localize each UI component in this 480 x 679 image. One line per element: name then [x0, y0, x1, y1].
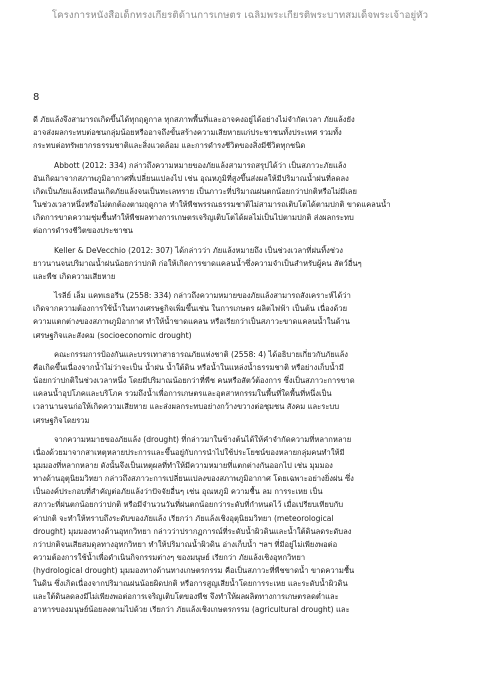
- text-line: เกิดเป็นภัยแล้งเหมือนเกิดภัยแล้งจนเป็นทะเลทราย เป็นภาวะที่ปริมาณฝนตกน้อยกว่าปกติหรือไม่มีเลย: [33, 186, 357, 196]
- text-line: ดี ภัยแล้งจึงสามารถเกิดขึ้นได้ทุกฤดูกาล ทุกสภาพพื้นที่และอาจคงอยู่ได้อย่างไม่จำกัดเวลา ภัยแล้งยัง: [33, 115, 355, 124]
- text-line: Abbott (2012: 334) กล่าวถึงความหมายของภัยแล้งสามารถสรุปได้ว่า เป็นสภาวะภัยแล้ง: [54, 160, 347, 170]
- text-line: เป็นองค์ประกอบที่สำคัญต่อภัยแล้งว่าปัจจัยอื่นๆ เช่น อุณหภูมิ ความชื้น ลม การระเหย เป็น: [33, 487, 323, 497]
- text-line: เกิดจากความต้องการใช้น้ำในทางเศรษฐกิจเพิ่มขึ้นเช่น ในการเกษตร ผลิตไฟฟ้า เป็นต้น เนื่องด้วย: [33, 304, 348, 314]
- text-line: เศรษฐกิจและสังคม (socioeconomic drought): [33, 330, 192, 340]
- text-line: ความต้องการใช้น้ำเพื่อดำเนินกิจกรรมต่างๆ ของมนุษย์ เรียกว่า ภัยแล้งเชิงอุทกวิทยา: [33, 552, 306, 562]
- running-header: โครงการหนังสือเด็กทรงเกียรติด้านการเกษตร เฉลิมพระเกียรติพระบาทสมเด็จพระเจ้าอยู่หัว: [51, 10, 429, 21]
- text-line: เนื่องด้วยมาจากสาเหตุหลายประการและขึ้นอยู่กับการนำไปใช้ประโยชน์ของหลายกลุ่มคนทำให้มี: [33, 448, 345, 458]
- text-line: อาหารของมนุษย์น้อยลงตามไปด้วย เรียกว่า ภัยแล้งเชิงเกษตรกรรม (agricultural drought) และ: [33, 605, 350, 615]
- text-line: น้อยกว่าปกติในช่วงเวลาหนึ่ง โดยมีปริมาณน้อยกว่าที่พืช คนหรือสัตว์ต้องการ ซึ่งเป็นสภาวะการขาด: [33, 376, 355, 386]
- text-line: (hydrological drought) มุมมองทางด้านทางเกษตรกรรม คือเป็นสภาวะที่พืชขาดน้ำ ขาดความชื้น: [33, 565, 355, 575]
- text-line: กระทบต่อทรัพยากรธรรมชาติและสิ่งแวดล้อม และการดำรงชีวิตของสิ่งมีชีวิตทุกชนิด: [33, 141, 306, 151]
- text-line: และใต้ดินลดลงมีไม่เพียงพอต่อการเจริญเติบโตของพืช จึงทำให้ผลผลิตทางการเกษตรลดต่ำและ: [33, 592, 339, 602]
- text-line: เวลานานจนก่อให้เกิดความเสียหาย และส่งผลกระทบอย่างกว้างขวางต่อชุมชน สังคม และระบบ: [33, 402, 340, 412]
- text-line: คณะกรรมการป้องกันและบรรเทาสาธารณภัยแห่งชาติ (2558: 4) ได้อธิบายเกี่ยวกับภัยแล้ง: [54, 350, 348, 360]
- text-line: ในดิน ซึ่งเกิดเนื่องจากปริมาณฝนน้อยผิดปกติ หรือการสูญเสียน้ำโดยการระเหย และระดับน้ำผิวดิน: [33, 579, 348, 589]
- paragraph: [33, 244, 450, 283]
- text-line: Keller & DeVecchio (2012: 307) ได้กล่าวว่า ภัยแล้งหมายถึง เป็นช่วงเวลาที่ฝนทิ้งช่วง: [54, 245, 343, 255]
- text-line: อาจส่งผลกระทบต่อชนกลุ่มน้อยหรืออาจถึงขั้นสร้างความเสียหายแก่ประชาชนทั้งประเทศ รวมทั้ง: [33, 128, 342, 138]
- text-line: drought) มุมมองทางด้านอุทกวิทยา กล่าวว่าปรากฏการณ์ที่ระดับน้ำผิวดินและน้ำใต้ดินลดระดับลง: [33, 526, 352, 536]
- text-line: อันเกิดมาจากสภาพภูมิอากาศที่เปลี่ยนแปลงไป เช่น อุณหภูมิที่สูงขึ้นส่งผลให้มีปริมาณน้ำฝนที่ลดลง: [33, 173, 349, 183]
- document-body: [33, 113, 450, 623]
- paragraph: [33, 289, 450, 341]
- text-line: ทางด้านอุตุนิยมวิทยา กล่าวถึงสภาวะการเปลี่ยนแปลงของสภาพภูมิอากาศ โดยเฉพาะอย่างยิ่งฝน ซึ่ง: [33, 474, 354, 484]
- text-line: กว่าปกติจนเสียสมดุลทางอุทกวิทยา ทำให้ปริมาณน้ำผิวดิน อ่างเก็บน้ำ ฯลฯ ที่มีอยู่ไม่เพียงพอต่อ: [33, 539, 338, 549]
- text-line: และพืช เกิดความเสียหาย: [33, 271, 116, 281]
- text-line: ต่อการดำรงชีวิตของประชาชน: [33, 226, 133, 236]
- paragraph: [33, 159, 450, 238]
- page-number: 8: [33, 92, 40, 103]
- text-line: คือเกิดขึ้นเนื่องจากน้ำไม่ว่าจะเป็น น้ำฝน น้ำใต้ดิน หรือน้ำในแหล่งน้ำธรรมชาติ หรือย่างเก็บน้ำมี: [33, 363, 344, 373]
- text-line: จากความหมายของภัยแล้ง (drought) ที่กล่าวมาในข้างต้นได้ให้คำจำกัดความที่หลากหลาย: [54, 435, 352, 445]
- text-line: ยาวนานจนปริมาณน้ำฝนน้อยกว่าปกติ ก่อให้เกิดการขาดแคลนน้ำซึ่งความจำเป็นสำหรับผู้คน สัตว์อื่นๆ: [33, 258, 362, 268]
- text-line: สภาวะที่ฝนตกน้อยกว่าปกติ หรือมีจำนวนวันที่ฝนตกน้อยกว่าระดับที่กำหนดไว้ เมื่อเปรียบเทียบกับ: [33, 500, 344, 510]
- text-line: มุมมองที่หลากหลาย ดังนั้นจึงเป็นเหตุผลที่ทำให้มีความหมายที่แตกต่างกันออกไป เช่น มุมมอง: [33, 461, 333, 471]
- paragraph: [33, 433, 450, 616]
- text-line: เกิดการขาดความชุ่มชื้นทำให้พืชผลทางการเกษตรเจริญเติบโตได้ผลไม่เป็นไปตามปกติ ส่งผลกระทบ: [33, 213, 354, 223]
- text-line: ความแตกต่างของสภาพภูมิอากาศ ทำให้น้ำขาดแคลน หรือเรียกว่าเป็นสภาวะขาดแคลนน้ำในด้าน: [33, 317, 350, 327]
- text-line: ในช่วงเวลาหนึ่งหรือไม่ตกต้องตามฤดูกาล ทำให้พืชพรรณธรรมชาติไม่สามารถเติบโตได้ตามปกติ ขาดแคลนน้ำ: [33, 199, 391, 209]
- paragraph: [33, 348, 450, 427]
- text-line: ค่าปกติ จะทำให้ทราบถึงระดับของภัยแล้ง เรียกว่า ภัยแล้งเชิงอุตุนิยมวิทยา (meteorological: [33, 513, 334, 523]
- text-line: เศรษฐกิจโดยรวม: [33, 415, 90, 425]
- paragraph: [33, 113, 450, 152]
- text-line: ไรลีย์ เล็ม แคทเธอรีน (2558: 334) กล่าวถึงความหมายของภัยแล้งสามารถสังเคราะห์ได้ว่า: [54, 291, 351, 301]
- text-line: แคลนน้ำอุปโภคและบริโภค รวมถึงน้ำเพื่อการเกษตรและอุตสาหกรรมในพื้นที่ใดพื้นที่หนึ่งเป็น: [33, 389, 332, 399]
